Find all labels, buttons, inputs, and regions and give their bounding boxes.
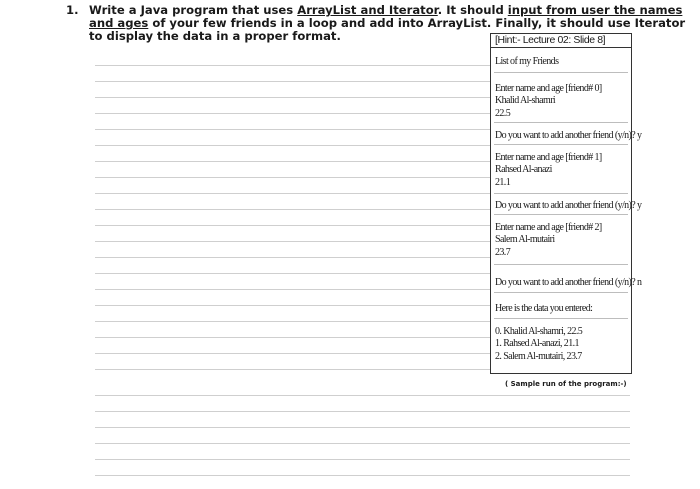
question-number: 1. [66,3,79,17]
answer-line [95,427,630,428]
sample-line: Khalid Al-shamri [495,95,556,106]
sample-line: 23.7 [495,247,511,258]
sample-line: 1. Rahsed Al-anazi, 21.1 [495,338,579,349]
question-text-part: . It should [437,3,508,17]
sample-line: Enter name and age [friend# 0] [495,83,602,94]
sample-separator [494,214,628,215]
hint-box: [Hint:- Lecture 02: Slide 8] [490,33,632,48]
sample-line: 2. Salem Al-mutairi, 23.7 [495,351,582,362]
sample-line: 21.1 [495,177,511,188]
sample-separator [494,72,628,73]
question-text-part: of your few friends in a loop and add into ArrayList. Finally, it should use Iterator [148,16,686,30]
answer-line [95,459,630,460]
answer-line [95,411,630,412]
sample-separator [494,122,628,123]
question-text-part: Write a Java program that uses [89,3,298,17]
underlined-term: and ages [89,16,149,30]
sample-line: Do you want to add another friend (y/n)? y [495,200,642,211]
sample-line: Rahsed Al-anazi [495,164,552,175]
underlined-term: ArrayList and Iterator [297,3,438,17]
question-line-3: to display the data in a proper format. [89,29,341,43]
sample-line: Do you want to add another friend (y/n)? n [495,277,642,288]
sample-line: 0. Khalid Al-shamri, 22.5 [495,326,583,337]
answer-line [95,395,630,396]
answer-line [95,443,630,444]
sample-separator [494,193,628,194]
underlined-term: input from user the names [507,3,683,17]
sample-line: Enter name and age [friend# 1] [495,152,602,163]
sample-separator [494,318,628,319]
sample-caption: ( Sample run of the program:-) [505,380,627,388]
sample-separator [494,264,628,265]
sample-heading: List of my Friends [495,56,559,67]
sample-line: Salem Al-mutairi [495,234,555,245]
sample-output-box [490,47,642,374]
sample-line: Enter name and age [friend# 2] [495,222,602,233]
answer-line [95,475,630,476]
sample-separator [494,144,628,145]
sample-line: Do you want to add another friend (y/n)? y [495,130,642,141]
sample-separator [494,292,628,293]
sample-line: Here is the data you entered: [495,303,593,314]
sample-line: 22.5 [495,108,511,119]
